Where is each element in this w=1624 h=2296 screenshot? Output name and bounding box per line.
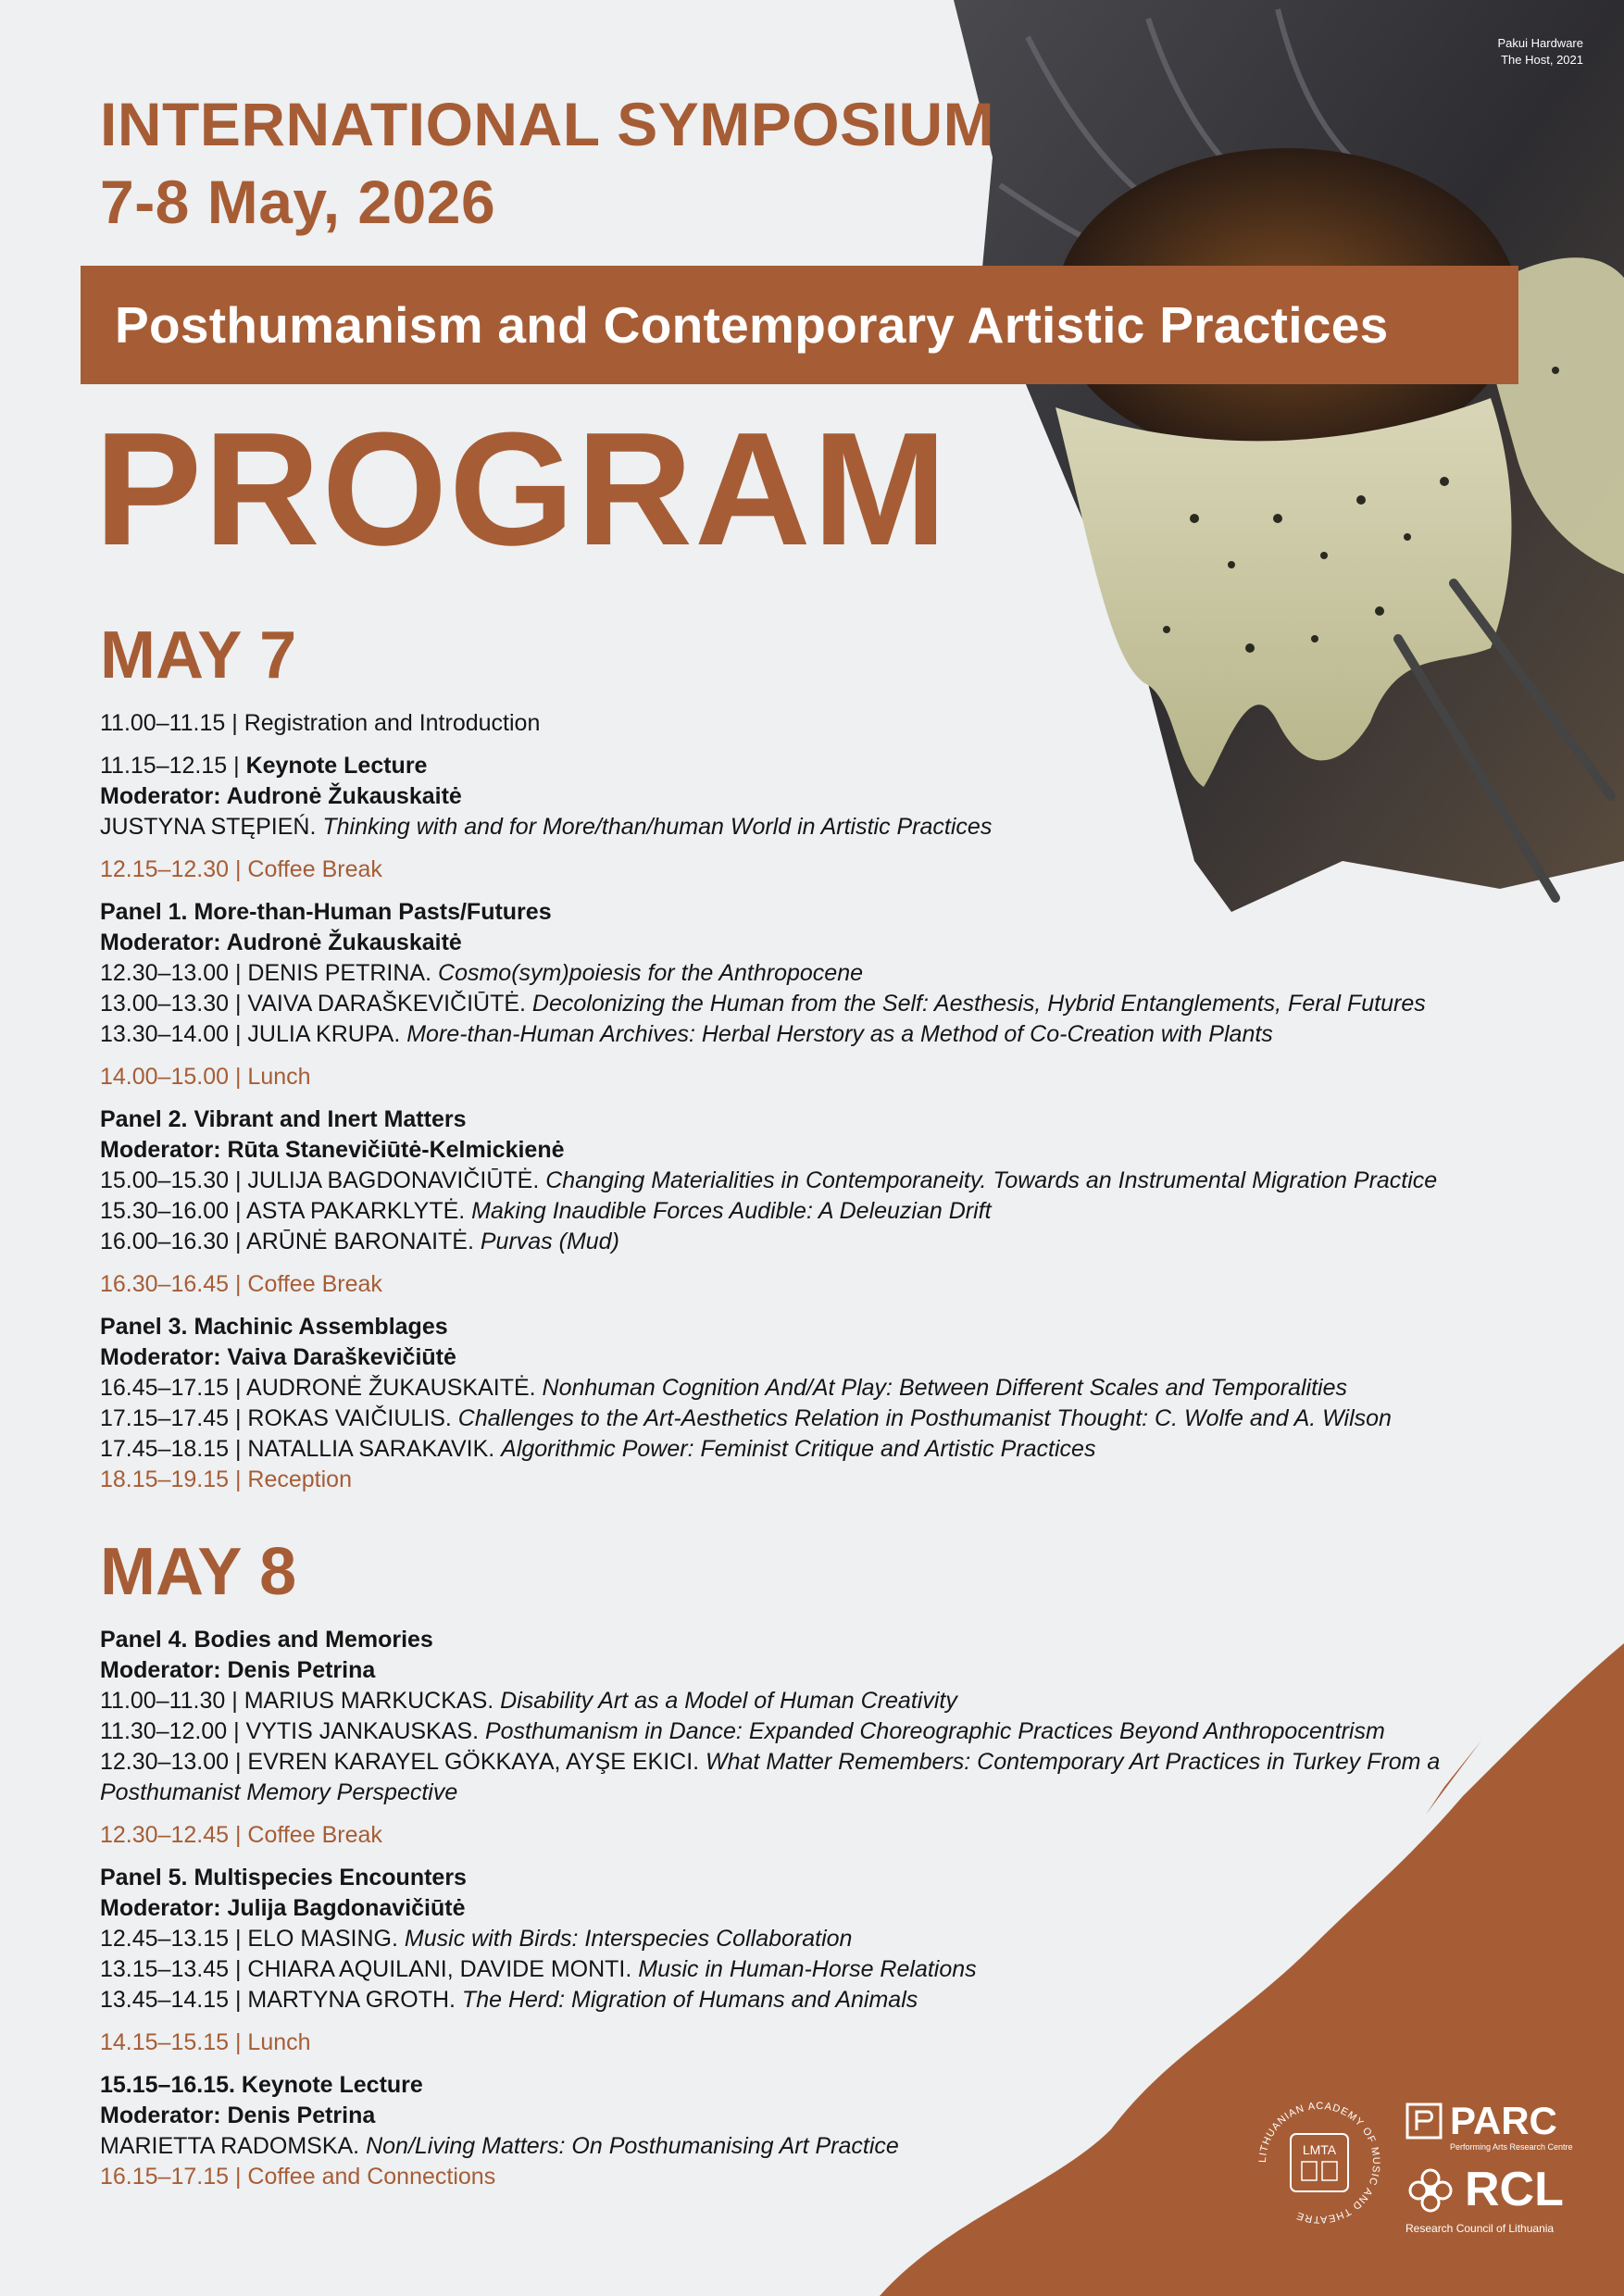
moderator: Moderator: Vaiva Daraškevičiūtė <box>100 1344 456 1370</box>
break-item: 14.00–15.00 | Lunch <box>100 1064 311 1090</box>
panel-heading: Panel 5. Multispecies Encounters <box>100 1865 467 1890</box>
reception-item: 18.15–19.15 | Reception <box>100 1466 352 1492</box>
talk-lead: 12.45–13.15 | ELO MASING. <box>100 1926 405 1952</box>
moderator: Moderator: Audronė Žukauskaitė <box>100 783 462 809</box>
talk-lead: 13.00–13.30 | VAIVA DARAŠKEVIČIŪTĖ. <box>100 991 532 1017</box>
talk-item <box>100 1404 1581 1434</box>
talk-lead: 17.15–17.45 | ROKAS VAIČIULIS. <box>100 1405 458 1431</box>
talk-lead: 17.45–18.15 | NATALLIA SARAKAVIK. <box>100 1436 502 1462</box>
day-may-7 <box>100 615 1581 1495</box>
lmta-logo <box>1250 2093 1389 2232</box>
talk-lead: 15.00–15.30 | JULIJA BAGDONAVIČIŪTĖ. <box>100 1167 546 1193</box>
talk-lead: 13.15–13.45 | CHIARA AQUILANI, DAVIDE MONTI. <box>100 1956 639 1982</box>
break-item: 14.15–15.15 | Lunch <box>100 2029 311 2055</box>
svg-text:LITHUANIAN ACADEMY OF MUSIC AN <box>1257 2101 1381 2225</box>
moderator: Moderator: Denis Petrina <box>100 2103 376 2128</box>
lmta-ring-text: LITHUANIAN ACADEMY OF MUSIC AND THEATRE <box>1256 2100 1382 2226</box>
parc-icon <box>1405 2103 1443 2140</box>
parc-subtitle: Performing Arts Research Centre <box>1450 2142 1573 2152</box>
keynote-label: Keynote Lecture <box>245 753 428 779</box>
moderator: Moderator: Denis Petrina <box>100 1657 376 1683</box>
talk-lead: 13.30–14.00 | JULIA KRUPA. <box>100 1021 407 1047</box>
panel-heading: Panel 1. More-than-Human Pasts/Futures <box>100 899 552 925</box>
registration: 11.00–11.15 | Registration and Introduction <box>100 710 541 736</box>
panel-heading: Panel 3. Machinic Assemblages <box>100 1314 448 1340</box>
parc-name: PARC <box>1450 2099 1557 2142</box>
talk-title: Changing Materialities in Contemporaneity. Towards an Instrumental Migration Practice <box>545 1167 1438 1193</box>
talk-item <box>100 1166 1581 1196</box>
parc-logo <box>1405 2101 1573 2152</box>
talk-title: Algorithmic Power: Feminist Critique and Artistic Practices <box>501 1436 1096 1462</box>
talk-title: More-than-Human Archives: Herbal Herstory as a Method of Co-Creation with Plants <box>406 1021 1273 1047</box>
talk-title: Thinking with and for More/than/human World in Artistic Practices <box>322 814 993 840</box>
talk-item <box>100 989 1581 1019</box>
talk-item <box>100 1227 1581 1257</box>
talk-item <box>100 1373 1581 1404</box>
talk-item <box>100 1019 1581 1050</box>
moderator: Moderator: Rūta Stanevičiūtė-Kelmickienė <box>100 1137 565 1163</box>
panel-block <box>100 1312 1581 1495</box>
talk-lead: 15.30–16.00 | ASTA PAKARKLYTĖ. <box>100 1198 472 1224</box>
talk-lead: 11.00–11.30 | MARIUS MARKUCKAS. <box>100 1688 501 1714</box>
talk-title: Music in Human-Horse Relations <box>638 1956 977 1982</box>
panel-block <box>100 1863 1581 2015</box>
talk-lead: 12.30–13.00 | EVREN KARAYEL GÖKKAYA, AYŞE EKICI. <box>100 1749 706 1775</box>
event-type: INTERNATIONAL SYMPOSIUM <box>100 90 995 158</box>
day-heading: MAY 7 <box>100 618 297 693</box>
talk-item <box>100 1196 1581 1227</box>
moderator: Moderator: Audronė Žukauskaitė <box>100 930 462 955</box>
talk-lead: 13.45–14.15 | MARTYNA GROTH. <box>100 1987 462 2013</box>
speaker: MARIETTA RADOMSKA. <box>100 2133 367 2159</box>
rcl-name: RCL <box>1465 2163 1564 2216</box>
event-dates: 7-8 May, 2026 <box>100 168 496 236</box>
schedule-entry <box>100 708 1581 739</box>
talk-lead: 12.30–13.00 | DENIS PETRINA. <box>100 960 439 986</box>
speaker: JUSTYNA STĘPIEŃ. <box>100 814 323 840</box>
talk-title: Decolonizing the Human from the Self: Aesthesis, Hybrid Entanglements, Feral Futures <box>531 991 1426 1017</box>
talk-lead: 11.30–12.00 | VYTIS JANKAUSKAS. <box>100 1718 485 1744</box>
talk-title: Challenges to the Art-Aesthetics Relation in Posthumanist Thought: C. Wolfe and A. Wilson <box>457 1405 1392 1431</box>
partner-logos <box>1250 2088 1602 2254</box>
talk-item <box>100 1434 1581 1465</box>
talk-lead: 16.45–17.15 | AUDRONĖ ŽUKAUSKAITĖ. <box>100 1375 543 1401</box>
lmta-abbr: LMTA <box>1302 2142 1337 2157</box>
rcl-icon <box>1405 2165 1455 2215</box>
artwork-credit <box>1398 35 1583 69</box>
talk-item <box>100 1985 1581 2015</box>
keynote-block <box>100 751 1581 842</box>
talk-title: Purvas (Mud) <box>480 1229 619 1254</box>
talk-item <box>100 1954 1581 1985</box>
title-banner <box>81 266 1518 384</box>
talk-title: The Herd: Migration of Humans and Animals <box>461 1987 918 2013</box>
talk-title: Non/Living Matters: On Posthumanising Art Practice <box>366 2133 899 2159</box>
panel-block <box>100 897 1581 1050</box>
talk-item <box>100 1686 1581 1716</box>
day-heading: MAY 8 <box>100 1535 297 1609</box>
panel-heading: Panel 4. Bodies and Memories <box>100 1627 433 1653</box>
keynote-heading: 15.15–16.15. Keynote Lecture <box>100 2072 423 2098</box>
talk-lead: 16.00–16.30 | ARŪNĖ BARONAITĖ. <box>100 1229 481 1254</box>
talk-title: Nonhuman Cognition And/At Play: Between Different Scales and Temporalities <box>542 1375 1348 1401</box>
panel-block <box>100 1104 1581 1257</box>
program-heading: PROGRAM <box>94 398 949 579</box>
moderator: Moderator: Julija Bagdonavičiūtė <box>100 1895 466 1921</box>
credit-work: The Host, 2021 <box>1501 53 1583 67</box>
talk-item <box>100 1747 1443 1808</box>
talk-item <box>100 1716 1581 1747</box>
talk-title: Posthumanism in Dance: Expanded Choreographic Practices Beyond Anthropocentrism <box>484 1718 1385 1744</box>
talk-item <box>100 1924 1581 1954</box>
talk-title: Music with Birds: Interspecies Collaboration <box>404 1926 853 1952</box>
panel-block <box>100 1625 1581 1808</box>
credit-artist: Pakui Hardware <box>1497 36 1583 50</box>
talk-title: What Matter Remembers: Contemporary Art Practices in Turkey From a Posthumanist Memory Perspective <box>100 1749 1441 1805</box>
break-item: 12.15–12.30 | Coffee Break <box>100 856 382 882</box>
rcl-logo <box>1405 2164 1564 2236</box>
panel-heading: Panel 2. Vibrant and Inert Matters <box>100 1106 467 1132</box>
break-item: 12.30–12.45 | Coffee Break <box>100 1822 382 1848</box>
rcl-subtitle: Research Council of Lithuania <box>1405 2222 1555 2235</box>
closing-item: 16.15–17.15 | Coffee and Connections <box>100 2164 496 2190</box>
talk-title: Making Inaudible Forces Audible: A Deleuzian Drift <box>471 1198 992 1224</box>
break-item: 16.30–16.45 | Coffee Break <box>100 1271 382 1297</box>
keynote-time: 11.15–12.15 | <box>100 753 246 779</box>
header <box>100 85 994 241</box>
talk-title: Cosmo(sym)poiesis for the Anthropocene <box>438 960 864 986</box>
talk-item <box>100 958 1581 989</box>
talk-title: Disability Art as a Model of Human Creativity <box>500 1688 957 1714</box>
symposium-title: Posthumanism and Contemporary Artistic Practices <box>115 296 1389 354</box>
